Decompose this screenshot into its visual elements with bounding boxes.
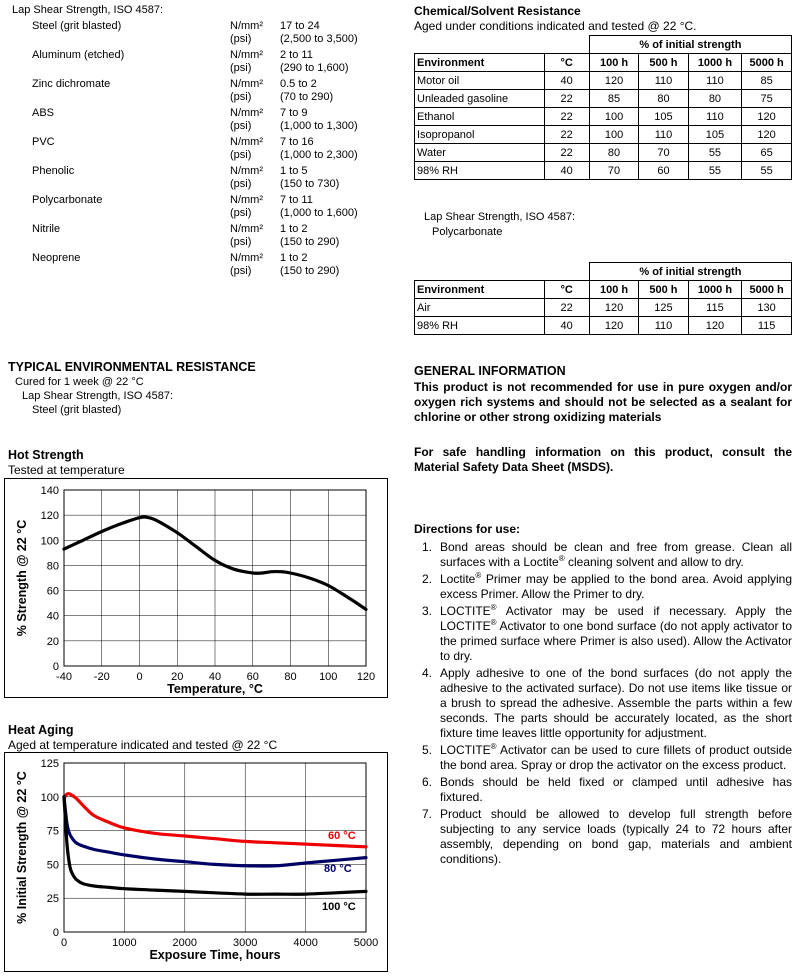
y-axis-title: % Initial Strength @ 22 °C — [15, 771, 29, 924]
table-cell: 120 — [589, 299, 638, 317]
table-corner — [415, 263, 590, 281]
lap-material: Phenolic — [32, 165, 75, 177]
x-tick-label: 20 — [171, 671, 184, 683]
lap-value-si: 0.5 to 2 — [280, 78, 317, 90]
table-row — [415, 317, 792, 335]
table-corner — [415, 36, 590, 54]
table-cell: 120 — [742, 108, 792, 126]
table-cell: 70 — [589, 162, 638, 180]
table-row — [415, 162, 792, 180]
table-env-cell: Air — [415, 299, 545, 317]
table-row — [415, 144, 792, 162]
lap-unit-psi: (psi) — [230, 91, 252, 103]
direction-text: LOCTITE® Activator may be used if necessary. Apply the LOCTITE® Activator to one bond surface (do not apply activator to the primed surface where Primer is also used). Allow the Activator to dry. — [440, 603, 792, 663]
lap-unit-si: N/mm² — [230, 107, 263, 119]
table-cell: 110 — [639, 126, 688, 144]
lap-unit-psi: (psi) — [230, 33, 252, 45]
table-cell: 110 — [688, 72, 742, 90]
y-tick-label: 60 — [46, 585, 59, 598]
poly-lap-shear-label: Lap Shear Strength, ISO 4587: — [424, 211, 576, 223]
lap-material: Nitrile — [32, 223, 61, 235]
table-column-header: 1000 h — [688, 281, 742, 299]
table-column-header: °C — [544, 54, 589, 72]
lap-value-si: 1 to 5 — [280, 165, 308, 177]
table-cell: 80 — [639, 90, 688, 108]
x-tick-label: 0 — [60, 937, 68, 949]
lap-unit-psi: (psi) — [230, 236, 252, 248]
x-axis-title: Exposure Time, hours — [149, 948, 281, 962]
hot-strength-title: Hot Strength — [8, 448, 84, 462]
table-column-header: 1000 h — [688, 54, 742, 72]
table-group-header: % of initial strength — [589, 263, 791, 281]
direction-text: Bonds should be held fixed or clamped until adhesive has fixtured. — [440, 775, 792, 804]
lap-material: ABS — [32, 107, 55, 119]
table-column-header: 5000 h — [742, 281, 792, 299]
lap-unit-psi: (psi) — [230, 178, 252, 190]
x-tick-label: 60 — [246, 671, 259, 683]
oxygen-warning: This product is not recommended for use in pure oxygen and/or oxygen rich systems and should not be selected as a sealant for chlorine or other strong oxidizing materials — [414, 380, 792, 424]
x-axis-title: Temperature, °C — [167, 682, 263, 696]
heat-aging-title: Heat Aging — [8, 723, 74, 737]
direction-step — [414, 807, 792, 867]
lap-unit-si: N/mm² — [230, 223, 263, 235]
env-lap-shear-label: Lap Shear Strength, ISO 4587: — [22, 390, 174, 402]
chem-subtitle: Aged under conditions indicated and tested @ 22 °C. — [414, 19, 697, 33]
lap-unit-psi: (psi) — [230, 207, 252, 219]
table-cell: 55 — [742, 162, 792, 180]
direction-number: 4. — [422, 666, 433, 680]
lap-unit-si: N/mm² — [230, 252, 263, 264]
heat-aging-subtitle: Aged at temperature indicated and tested @ 22 °C — [8, 738, 278, 752]
direction-step — [414, 604, 792, 664]
lap-value-psi: (150 to 730) — [280, 178, 340, 190]
table-env-cell: Isopropanol — [415, 126, 545, 144]
direction-number: 1. — [422, 540, 433, 554]
table-cell: 22 — [544, 108, 589, 126]
general-info-heading: GENERAL INFORMATION — [414, 364, 566, 378]
lap-value-si: 7 to 11 — [280, 194, 313, 206]
y-tick-label: 20 — [46, 635, 59, 648]
x-tick-label: 100 — [319, 671, 338, 683]
table-column-header: 100 h — [589, 54, 638, 72]
lap-value-si: 1 to 2 — [280, 223, 308, 235]
table-env-cell: 98% RH — [415, 162, 545, 180]
x-tick-label: 80 — [284, 671, 297, 683]
lap-material: Aluminum (etched) — [32, 49, 125, 61]
y-tick-label: 40 — [46, 610, 59, 623]
table-cell: 125 — [639, 299, 688, 317]
table-row — [415, 108, 792, 126]
direction-text: Apply adhesive to one of the bond surfaces (do not apply the adhesive to the activated surface). Do not use items like tissue or a brush to spread the adhesive. Assemble the parts within a few seconds. The parts should be accurately located, as the short fixture time leaves little opportunity for adjustment. — [440, 666, 792, 740]
chem-resistance-table — [414, 35, 792, 180]
lap-value-psi: (150 to 290) — [280, 265, 340, 277]
series-label: 100 °C — [322, 901, 356, 913]
hot-strength-subtitle: Tested at temperature — [8, 463, 125, 477]
direction-number: 2. — [422, 572, 433, 586]
table-column-header: °C — [544, 281, 589, 299]
lap-unit-psi: (psi) — [230, 62, 252, 74]
table-cell: 22 — [544, 90, 589, 108]
direction-number: 3. — [422, 604, 433, 618]
hot-strength-chart — [4, 478, 388, 698]
table-cell: 40 — [544, 72, 589, 90]
directions-heading: Directions for use: — [414, 522, 521, 536]
heat-aging-chart — [4, 752, 388, 972]
lap-unit-si: N/mm² — [230, 20, 263, 32]
table-cell: 70 — [639, 144, 688, 162]
lap-material: Neoprene — [32, 252, 81, 264]
table-cell: 110 — [639, 72, 688, 90]
y-tick-label: 100 — [40, 791, 59, 804]
x-tick-label: -40 — [56, 671, 72, 683]
direction-step — [414, 572, 792, 602]
x-tick-label: 1000 — [112, 937, 137, 949]
table-cell: 105 — [639, 108, 688, 126]
env-cured-note: Cured for 1 week @ 22 °C — [15, 376, 144, 388]
table-env-cell: 98% RH — [415, 317, 545, 335]
x-tick-label: 120 — [356, 671, 376, 683]
direction-number: 7. — [422, 807, 433, 821]
table-cell: 22 — [544, 144, 589, 162]
lap-material: Zinc dichromate — [32, 78, 111, 90]
table-cell: 80 — [589, 144, 638, 162]
y-tick-label: 0 — [52, 927, 59, 939]
table-cell: 115 — [742, 317, 792, 335]
table-cell: 120 — [589, 317, 638, 335]
lap-unit-si: N/mm² — [230, 194, 263, 206]
lap-shear-title: Lap Shear Strength, ISO 4587: — [12, 4, 164, 16]
series-label: 80 °C — [324, 863, 352, 875]
lap-unit-psi: (psi) — [230, 265, 252, 277]
lap-material: Polycarbonate — [32, 194, 103, 206]
table-cell: 115 — [688, 299, 742, 317]
x-tick-label: 0 — [136, 671, 143, 683]
table-cell: 105 — [688, 126, 742, 144]
lap-unit-psi: (psi) — [230, 120, 252, 132]
table-cell: 120 — [589, 72, 638, 90]
table-cell: 40 — [544, 162, 589, 180]
y-tick-label: 50 — [46, 859, 59, 872]
direction-step — [414, 743, 792, 773]
table-cell: 85 — [589, 90, 638, 108]
x-tick-label: -20 — [93, 671, 110, 683]
table-column-header: 100 h — [589, 281, 638, 299]
lap-value-psi: (150 to 290) — [280, 236, 340, 248]
table-cell: 130 — [742, 299, 792, 317]
lap-unit-si: N/mm² — [230, 136, 263, 148]
table-cell: 85 — [742, 72, 792, 90]
lap-value-si: 7 to 16 — [280, 136, 314, 148]
table-cell: 75 — [742, 90, 792, 108]
lap-value-si: 1 to 2 — [280, 252, 308, 264]
table-group-header: % of initial strength — [589, 36, 791, 54]
table-row — [415, 299, 792, 317]
msds-note: For safe handling information on this product, consult the Material Safety Data Sheet (MSDS). — [414, 445, 792, 474]
x-tick-label: 5000 — [353, 937, 379, 949]
poly-substrate: Polycarbonate — [432, 226, 503, 238]
table-column-header: Environment — [415, 281, 545, 299]
lap-value-psi: (1,000 to 1,300) — [280, 120, 358, 132]
table-cell: 55 — [688, 144, 742, 162]
table-cell: 40 — [544, 317, 589, 335]
table-cell: 100 — [589, 126, 638, 144]
x-tick-label: 4000 — [293, 937, 318, 949]
table-cell: 65 — [742, 144, 792, 162]
table-env-cell: Unleaded gasoline — [415, 90, 545, 108]
table-cell: 100 — [589, 108, 638, 126]
y-tick-label: 140 — [40, 485, 59, 497]
table-column-header: Environment — [415, 54, 545, 72]
table-column-header: 5000 h — [742, 54, 792, 72]
directions-list — [414, 540, 792, 869]
lap-value-si: 7 to 9 — [280, 107, 308, 119]
direction-step — [414, 540, 792, 570]
table-cell: 120 — [742, 126, 792, 144]
direction-number: 6. — [422, 775, 433, 789]
lap-material: PVC — [32, 136, 55, 148]
x-tick-label: 3000 — [232, 937, 258, 949]
lap-unit-si: N/mm² — [230, 165, 263, 177]
env-resistance-heading: TYPICAL ENVIRONMENTAL RESISTANCE — [8, 360, 256, 374]
lap-value-si: 2 to 11 — [280, 49, 313, 61]
lap-unit-si: N/mm² — [230, 49, 263, 61]
direction-text: Product should be allowed to develop full strength before subjecting to any service loads (typically 24 to 72 hours after assembly, depending on bond gap, materials and ambient conditions). — [440, 807, 792, 866]
lap-material: Steel (grit blasted) — [32, 20, 122, 32]
lap-value-psi: (70 to 290) — [280, 91, 334, 103]
direction-step — [414, 666, 792, 741]
y-tick-label: 75 — [46, 825, 59, 838]
direction-number: 5. — [422, 743, 433, 757]
table-row — [415, 90, 792, 108]
lap-value-psi: (290 to 1,600) — [280, 62, 349, 74]
lap-unit-si: N/mm² — [230, 78, 263, 90]
direction-step — [414, 775, 792, 805]
table-env-cell: Ethanol — [415, 108, 545, 126]
table-row — [415, 126, 792, 144]
y-tick-label: 0 — [52, 661, 59, 673]
direction-text: Bond areas should be clean and free from grease. Clean all surfaces with a Loctite® cleaning solvent and allow to dry. — [440, 540, 792, 569]
lap-value-psi: (1,000 to 1,600) — [280, 207, 358, 219]
y-tick-label: 25 — [46, 893, 59, 906]
lap-value-psi: (2,500 to 3,500) — [280, 33, 358, 45]
y-tick-label: 100 — [40, 535, 59, 548]
lap-unit-psi: (psi) — [230, 149, 252, 161]
direction-text: Loctite® Primer may be applied to the bond area. Avoid applying excess Primer. Allow the Primer to dry. — [440, 571, 792, 601]
table-cell: 22 — [544, 299, 589, 317]
y-tick-label: 120 — [40, 510, 59, 523]
table-row — [415, 72, 792, 90]
table-env-cell: Motor oil — [415, 72, 545, 90]
y-tick-label: 80 — [46, 560, 59, 573]
lap-value-si: 17 to 24 — [280, 20, 320, 32]
table-cell: 60 — [639, 162, 688, 180]
table-cell: 55 — [688, 162, 742, 180]
table-env-cell: Water — [415, 144, 545, 162]
y-tick-label: 125 — [40, 758, 59, 770]
table-cell: 120 — [688, 317, 742, 335]
table-column-header: 500 h — [639, 281, 688, 299]
table-column-header: 500 h — [639, 54, 688, 72]
lap-value-psi: (1,000 to 2,300) — [280, 149, 358, 161]
env-substrate: Steel (grit blasted) — [32, 404, 122, 416]
series-label: 60 °C — [328, 830, 356, 842]
x-tick-label: 40 — [208, 671, 222, 683]
table-cell: 110 — [688, 108, 742, 126]
table-cell: 80 — [688, 90, 742, 108]
chem-title: Chemical/Solvent Resistance — [414, 4, 581, 18]
direction-text: LOCTITE® Activator can be used to cure fillets of product outside the bond area. Spray or drop the activator on the excess product. — [440, 742, 792, 772]
table-cell: 110 — [639, 317, 688, 335]
polycarbonate-table — [414, 262, 792, 335]
table-cell: 22 — [544, 126, 589, 144]
y-axis-title: % Strength @ 22 °C — [15, 519, 29, 637]
x-tick-label: 2000 — [172, 937, 198, 949]
